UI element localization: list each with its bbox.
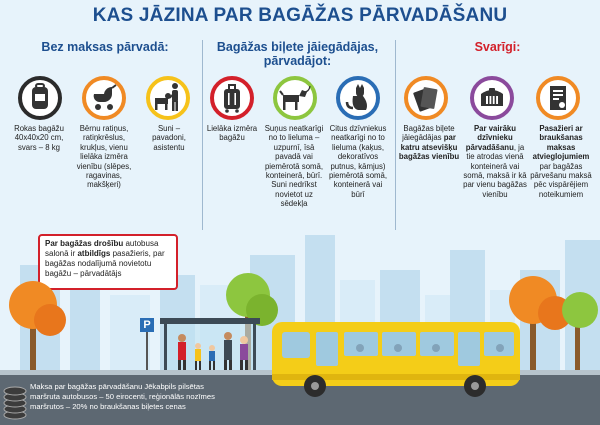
pet-carrier-icon — [470, 76, 514, 120]
guide-dog-icon — [146, 76, 190, 120]
sign-post — [146, 332, 148, 372]
heading-important: Svarīgi: — [474, 40, 521, 54]
suitcase-icon — [210, 76, 254, 120]
fare-info-line: maršrutos – 20% no braukšanas biļetes cenas — [30, 402, 186, 412]
fare-info-line: maršruta autobusos – 50 eirocenti, reģionālās nozīmes — [30, 392, 215, 402]
page-title: KAS JĀZINA PAR BAGĀŽAS PĀRVADĀŠANU — [92, 5, 508, 26]
tickets-icon — [404, 76, 448, 120]
backpack-icon — [18, 76, 62, 120]
suitcase-caption: Lielāka izmēra bagāžu — [206, 124, 258, 143]
dog-caption: Suņus neatkarīgi no to lieluma – uzpurnī, īsā pavadā vai piemērotā somā, konteinerā, būrī. Suni nedrīkst novietot uz sēdekļa — [264, 124, 324, 209]
heading-free: Bez maksas pārvadā: — [41, 40, 169, 54]
carrier-caption: Par vairāku dzīvnieku pārvadāšanu, ja tie atrodas vienā konteinerā vai somā, maksā ir kā par vienu bagāžas vienību — [463, 124, 527, 199]
fare-info-line: Maksa par bagāžas pārvadāšanu Jēkabpils pilsētas — [30, 382, 204, 391]
dog-icon — [273, 76, 317, 120]
stroller-caption: Bērnu ratiņus, ratiņkrēslus, krukļus, vienu lielāka izmēra vienību (slēpes, ragavinas, makšķeri) — [76, 124, 132, 190]
cat-caption: Citus dzīvniekus neatkarīgi no to lieluma (kaķus, dekoratīvos putnus, kāmjus) piemērotā somā, konteinerā vai būrī — [328, 124, 388, 199]
safety-note: Par bagāžas drošību autobusa salonā ir atbildīgs pasažieris, par bagāžas nodalījumā novietotu bagāžu – pārvadātājs — [38, 234, 178, 290]
heading-paid: Bagāžas biļete jāiegādājas, pārvadājot: — [216, 40, 379, 68]
bus-stop-shelter — [160, 318, 260, 376]
parking-sign: P — [140, 318, 154, 332]
guide-dog-caption: Suni – pavadoni, asistentu — [152, 124, 186, 152]
column-divider — [202, 40, 203, 230]
coins-icon — [2, 385, 28, 421]
cat-icon — [336, 76, 380, 120]
fare-info — [30, 382, 255, 413]
stroller-icon — [82, 76, 126, 120]
column-divider — [395, 40, 396, 230]
document-icon — [536, 76, 580, 120]
backpack-caption: Rokas bagāžu 40x40x20 cm, svars – 8 kg — [14, 124, 64, 152]
bus — [270, 318, 525, 400]
tickets-caption: Bagāžas biļete jāiegādājas par katru atsevišķu bagāžas vienību — [398, 124, 460, 162]
document-caption: Pasažieri ar braukšanas maksas atvieglojumiem par bagāžas pārvešanu maksā pēc vispārējiem noteikumiem — [530, 124, 592, 199]
